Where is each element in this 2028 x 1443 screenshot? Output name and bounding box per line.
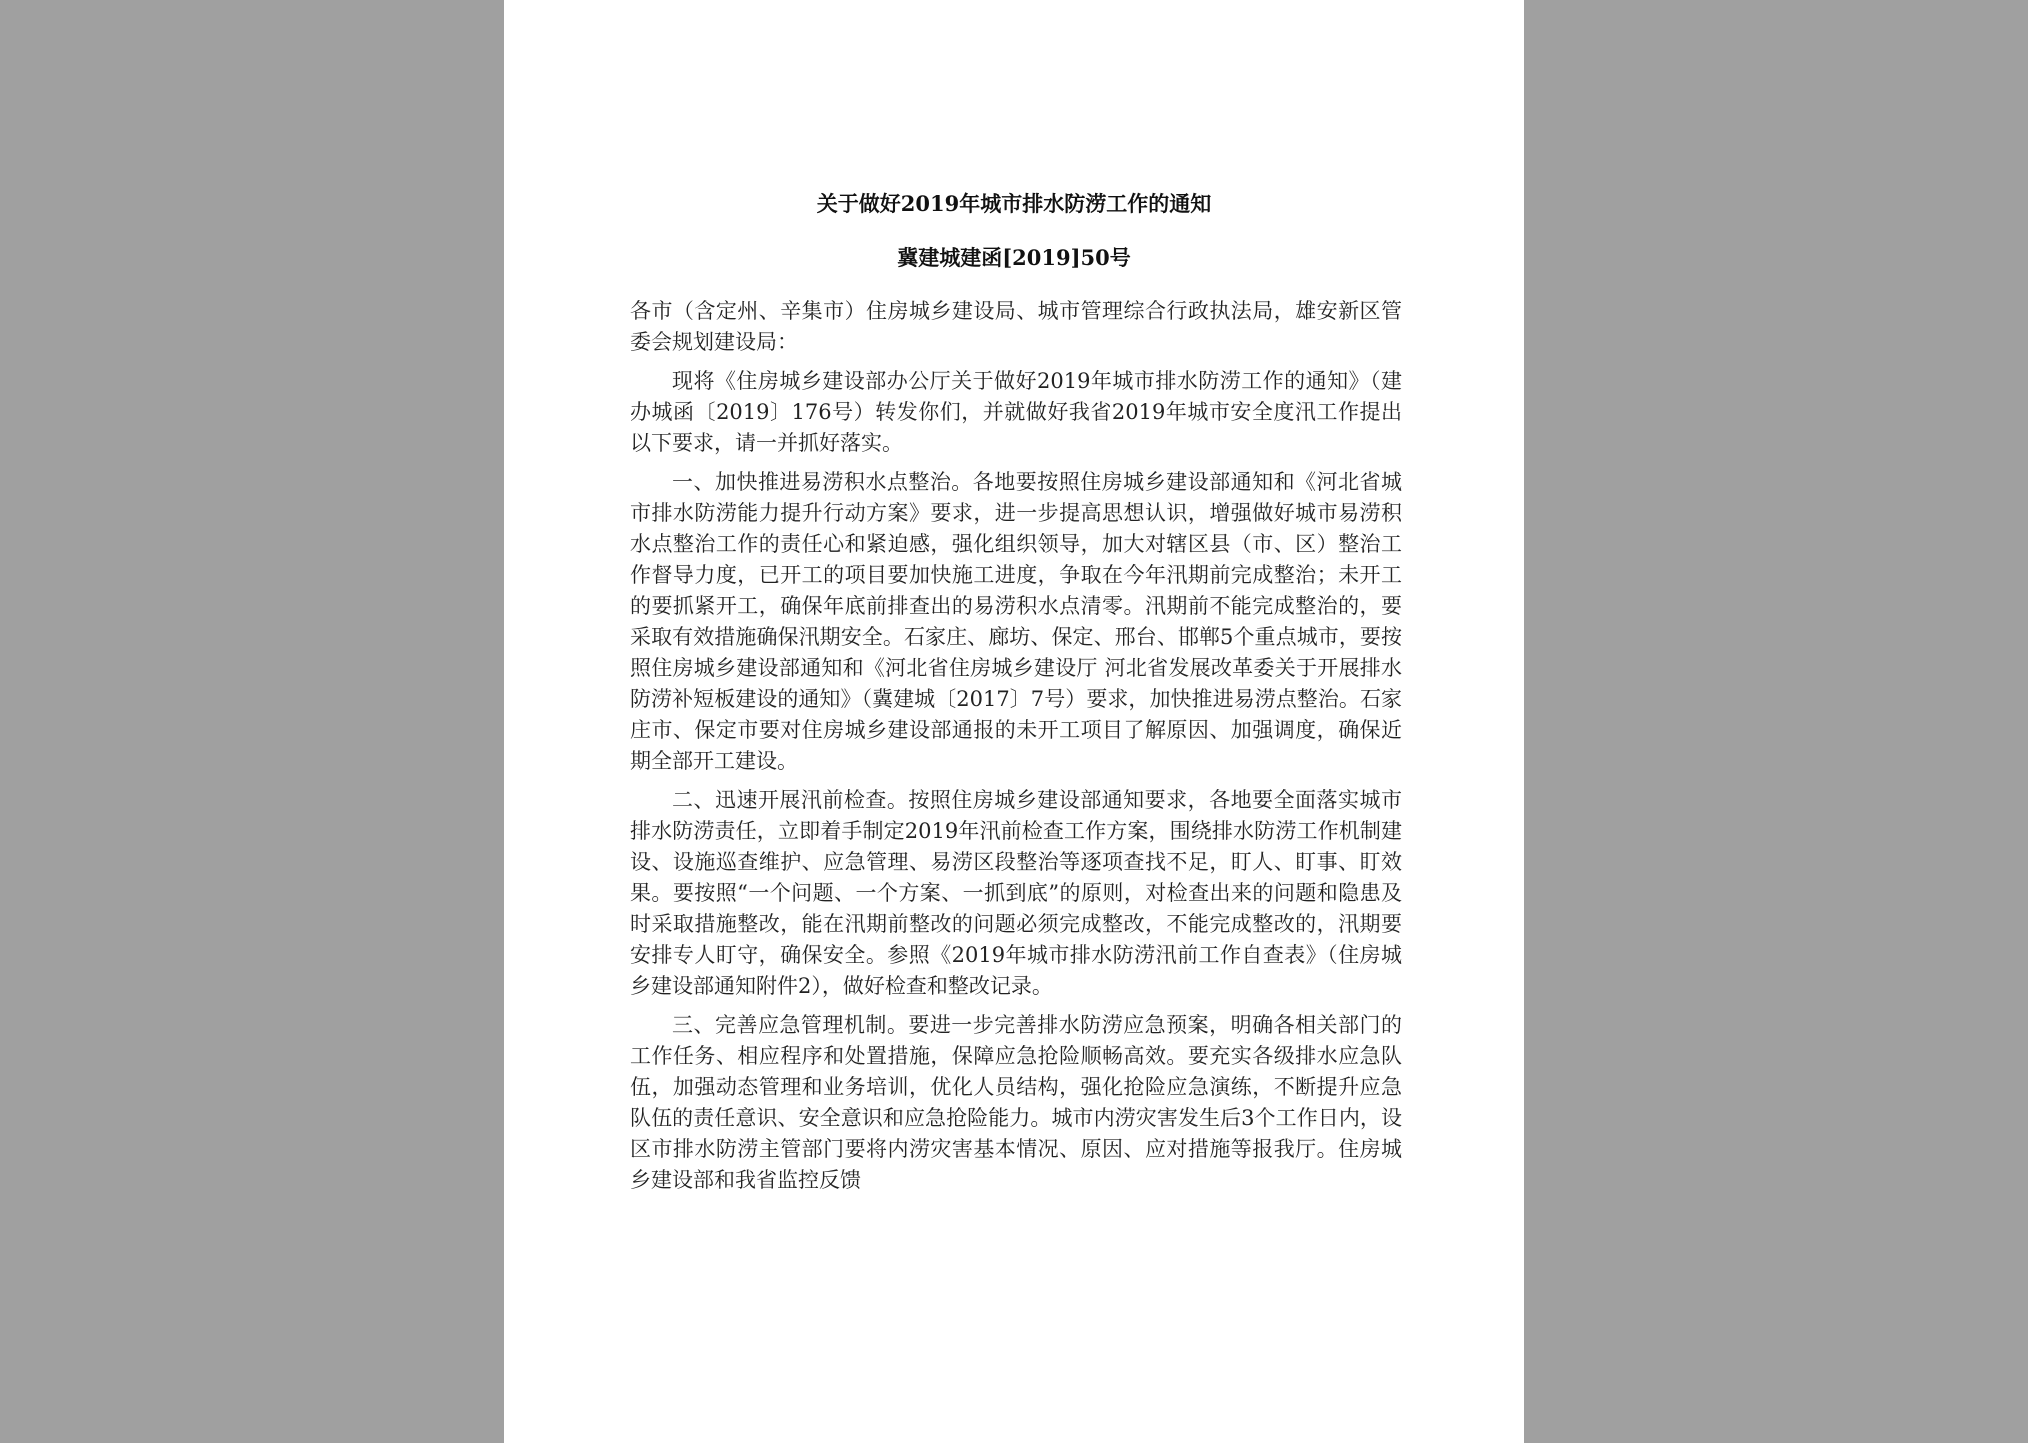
document-number: 冀建城建函[2019]50号	[897, 245, 1131, 270]
paragraph: 二、迅速开展汛前检查。按照住房城乡建设部通知要求，各地要全面落实城市排水防涝责任，立即着手制定2019年汛前检查工作方案，围绕排水防涝工作机制建设、设施巡查维护、应急管理、易涝区段整治等逐项查找不足，盯人、盯事、盯效果。要按照“一个问题、一个方案、一抓到底”的原则，对检查出来的问题和隐患及时采取措施整改，能在汛期前整改的问题必须完成整改，不能完成整改的，汛期要安排专人盯守，确保安全。参照《2019年城市排水防涝汛前工作自查表》（住房城乡建设部通知附件2），做好检查和整改记录。	[630, 788, 1402, 998]
paragraph: 现将《住房城乡建设部办公厅关于做好2019年城市排水防涝工作的通知》（建办城函〔2019〕176号）转发你们，并就做好我省2019年城市安全度汛工作提出以下要求，请一并抓好落实。	[630, 369, 1402, 455]
document-body	[630, 296, 1402, 1196]
paragraph: 三、完善应急管理机制。要进一步完善排水防涝应急预案，明确各相关部门的工作任务、相应程序和处置措施，保障应急抢险顺畅高效。要充实各级排水应急队伍，加强动态管理和业务培训，优化人员结构，强化抢险应急演练，不断提升应急队伍的责任意识、安全意识和应急抢险能力。城市内涝灾害发生后3个工作日内，设区市排水防涝主管部门要将内涝灾害基本情况、原因、应对措施等报我厅。住房城乡建设部和我省监控反馈	[630, 1013, 1402, 1192]
paragraph: 一、加快推进易涝积水点整治。各地要按照住房城乡建设部通知和《河北省城市排水防涝能力提升行动方案》要求，进一步提高思想认识，增强做好城市易涝积水点整治工作的责任心和紧迫感，强化组织领导，加大对辖区县（市、区）整治工作督导力度，已开工的项目要加快施工进度，争取在今年汛期前完成整治；未开工的要抓紧开工，确保年底前排查出的易涝积水点清零。汛期前不能完成整治的，要采取有效措施确保汛期安全。石家庄、廊坊、保定、邢台、邯郸5个重点城市，要按照住房城乡建设部通知和《河北省住房城乡建设厅 河北省发展改革委关于开展排水防涝补短板建设的通知》（冀建城〔2017〕7号）要求，加快推进易涝点整治。石家庄市、保定市要对住房城乡建设部通报的未开工项目了解原因、加强调度，确保近期全部开工建设。	[630, 470, 1402, 773]
document-title: 关于做好2019年城市排水防涝工作的通知	[816, 191, 1212, 216]
salutation: 各市（含定州、辛集市）住房城乡建设局、城市管理综合行政执法局，雄安新区管委会规划建设局：	[630, 299, 1402, 354]
document-page	[504, 0, 1524, 1443]
